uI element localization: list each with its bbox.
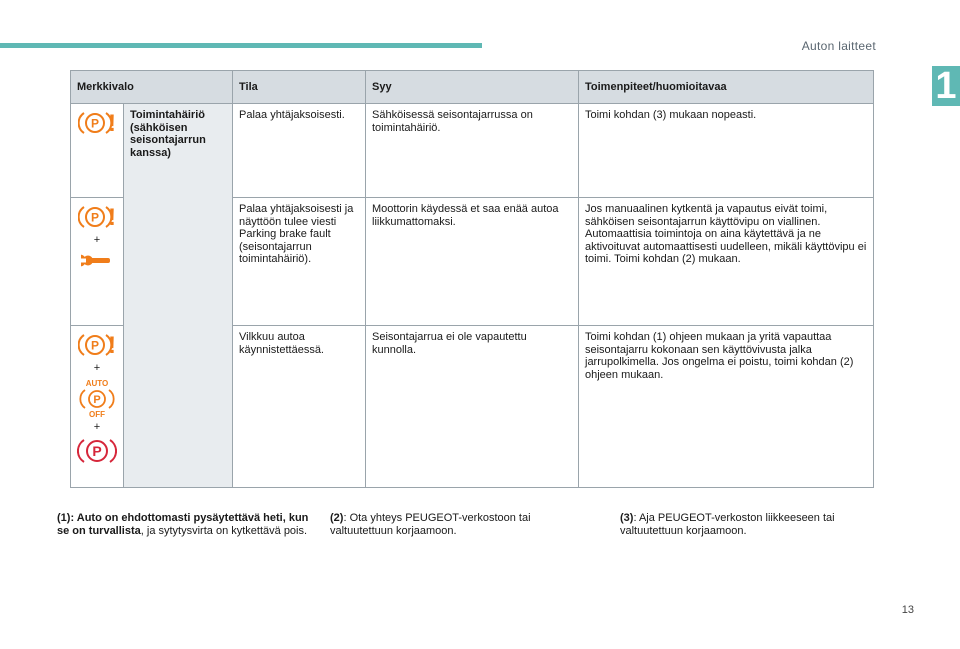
col-header-tila: Tila	[233, 71, 366, 104]
page-number: 13	[901, 604, 914, 616]
parking-brake-fault-icon	[78, 203, 116, 231]
footnote-1-ref: (1)	[57, 512, 71, 524]
plus-sign: +	[93, 362, 101, 374]
plus-sign: +	[93, 420, 101, 433]
wrench-icon	[81, 250, 113, 270]
icon-cell	[71, 326, 124, 488]
svg-text:P: P	[90, 338, 100, 353]
parking-brake-fault-icon	[78, 109, 116, 137]
footnote-2	[330, 512, 580, 538]
footnote-3	[620, 512, 880, 538]
chapter-number-tab: 1	[932, 66, 960, 106]
footnote-1-text: , ja sytytysvirta on kytkettävä pois.	[140, 525, 308, 537]
plus-sign: +	[93, 234, 101, 246]
cell-toimenpiteet: Toimi kohdan (1) ohjeen mukaan ja yritä vapauttaa seisontajarru kokonaan sen käyttövivusta jalka jarrupolkimella. Jos ongelma ei poistu, toimi kohdan (2) ohjeen mukaan.	[579, 326, 874, 488]
svg-text:OFF: OFF	[89, 409, 105, 418]
cell-tila: Vilkkuu autoa käynnistettäessä.	[233, 326, 366, 488]
cell-syy: Moottorin käydessä et saa enää autoa liikkumattomaksi.	[366, 198, 579, 326]
svg-text:P: P	[90, 116, 100, 131]
cell-tila: Palaa yhtäjaksoisesti ja näyttöön tulee viesti Parking brake fault (seisontajarrun toimintahäiriö).	[233, 198, 366, 326]
svg-text:P: P	[90, 210, 100, 225]
footnote-3-text: : Aja PEUGEOT-verkoston liikkeeseen tai valtuutettuun korjaamoon.	[620, 512, 835, 537]
svg-text:!: !	[108, 110, 116, 137]
footnote-1-bold: : Auto on ehdottomasti pysäytettävä heti, kun se on turvallista	[57, 512, 309, 537]
group-label: Toimintahäiriö (sähköisen seisontajarrun kanssa)	[124, 104, 233, 488]
cell-toimenpiteet: Toimi kohdan (3) mukaan nopeasti.	[579, 104, 874, 198]
parking-brake-red-icon	[77, 436, 117, 466]
section-title: Auton laitteet	[801, 39, 876, 53]
svg-text:P: P	[92, 443, 102, 459]
auto-off-icon	[77, 378, 117, 418]
col-header-syy: Syy	[366, 71, 579, 104]
footnote-3-ref: (3)	[620, 512, 634, 524]
top-accent-bar	[0, 43, 482, 48]
svg-text:!: !	[108, 204, 116, 231]
warning-light-table	[70, 70, 874, 488]
parking-brake-fault-icon	[78, 331, 116, 359]
cell-tila: Palaa yhtäjaksoisesti.	[233, 104, 366, 198]
cell-syy: Sähköisessä seisontajarrussa on toimintahäiriö.	[366, 104, 579, 198]
footnote-2-text: : Ota yhteys PEUGEOT-verkostoon tai valtuutettuun korjaamoon.	[330, 512, 531, 537]
svg-text:!: !	[108, 332, 116, 359]
icon-cell	[71, 198, 124, 326]
svg-text:P: P	[93, 393, 101, 406]
table-row	[71, 104, 874, 198]
col-header-merkkivalo: Merkkivalo	[71, 71, 233, 104]
cell-toimenpiteet: Jos manuaalinen kytkentä ja vapautus eivät toimi, sähköisen seisontajarrun käyttövipu on viallinen. Automaattisia toimintoja on aina käytettävä ja ne aktivoituvat automaattisesti uudelleen, mikäli käyttövipu ei toimi. Toimi kohdan (2) mukaan.	[579, 198, 874, 326]
icon-cell	[71, 104, 124, 198]
svg-text:AUTO: AUTO	[85, 378, 109, 388]
footnote-2-ref: (2)	[330, 512, 344, 524]
footnote-1	[57, 512, 319, 538]
table-header-row	[71, 71, 874, 104]
cell-syy: Seisontajarrua ei ole vapautettu kunnolla.	[366, 326, 579, 488]
col-header-toimenpiteet: Toimenpiteet/huomioitavaa	[579, 71, 874, 104]
